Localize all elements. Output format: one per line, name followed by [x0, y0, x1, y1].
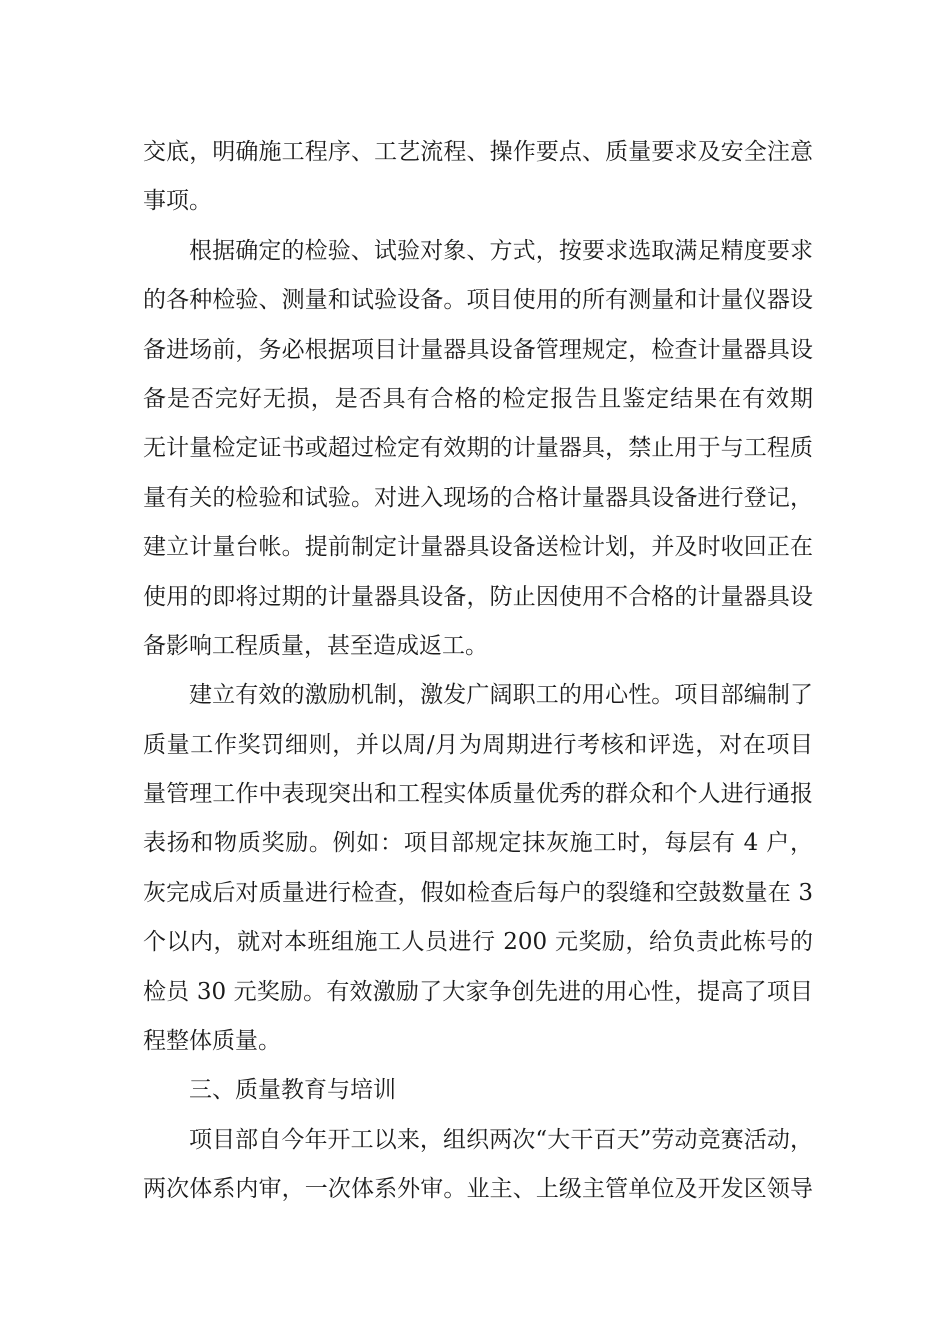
text-line: 根据确定的检验、试验对象、方式，按要求选取满足精度要求 — [189, 237, 813, 264]
text-line: 质量工作奖罚细则，并以周/月为周期进行考核和评选，对在项目 — [143, 731, 813, 758]
text-line: 交底，明确施工程序、工艺流程、操作要点、质量要求及安全注意 — [143, 139, 813, 165]
text-line: 备进场前，务必根据项目计量器具设备管理规定，检查计量器具设 — [143, 336, 813, 363]
text-line: 使用的即将过期的计量器具设备，防止因使用不合格的计量器具设 — [143, 583, 813, 610]
text-line: 程整体质量。 — [143, 1028, 281, 1055]
text-line: 量有关的检验和试验。对进入现场的合格计量器具设备进行登记， — [143, 484, 813, 511]
text-line: 个以内，就对本班组施工人员进行 200 元奖励，给负责此栋号的 — [143, 929, 813, 956]
text-line: 两次体系内审，一次体系外审。业主、上级主管单位及开发区领导 — [143, 1176, 813, 1203]
section-heading: 三、质量教育与培训 — [189, 1077, 396, 1104]
text-line: 量管理工作中表现突出和工程实体质量优秀的群众和个人进行通报 — [143, 781, 813, 808]
text-line: 备是否完好无损，是否具有合格的检定报告且鉴定结果在有效期 — [143, 385, 813, 412]
text-line: 表扬和物质奖励。例如：项目部规定抹灰施工时，每层有 4 户， — [143, 830, 813, 857]
text-line: 备影响工程质量，甚至造成返工。 — [143, 632, 488, 659]
text-line: 建立计量台帐。提前制定计量器具设备送检计划，并及时收回正在 — [143, 534, 813, 561]
text-line: 的各种检验、测量和试验设备。项目使用的所有测量和计量仪器设 — [143, 287, 813, 314]
text-line: 检员 30 元奖励。有效激励了大家争创先进的用心性，提高了项目 — [143, 978, 813, 1005]
text-line: 无计量检定证书或超过检定有效期的计量器具，禁止用于与工程质 — [143, 435, 813, 462]
text-line: 灰完成后对质量进行检查，假如检查后每户的裂缝和空鼓数量在 3 — [143, 879, 813, 906]
text-line: 项目部自今年开工以来，组织两次“大干百天”劳动竞赛活动， — [189, 1126, 813, 1153]
text-line: 事项。 — [143, 188, 212, 215]
document-body — [143, 128, 813, 1215]
text-line: 建立有效的激励机制，激发广阔职工的用心性。项目部编制了 — [189, 682, 813, 709]
